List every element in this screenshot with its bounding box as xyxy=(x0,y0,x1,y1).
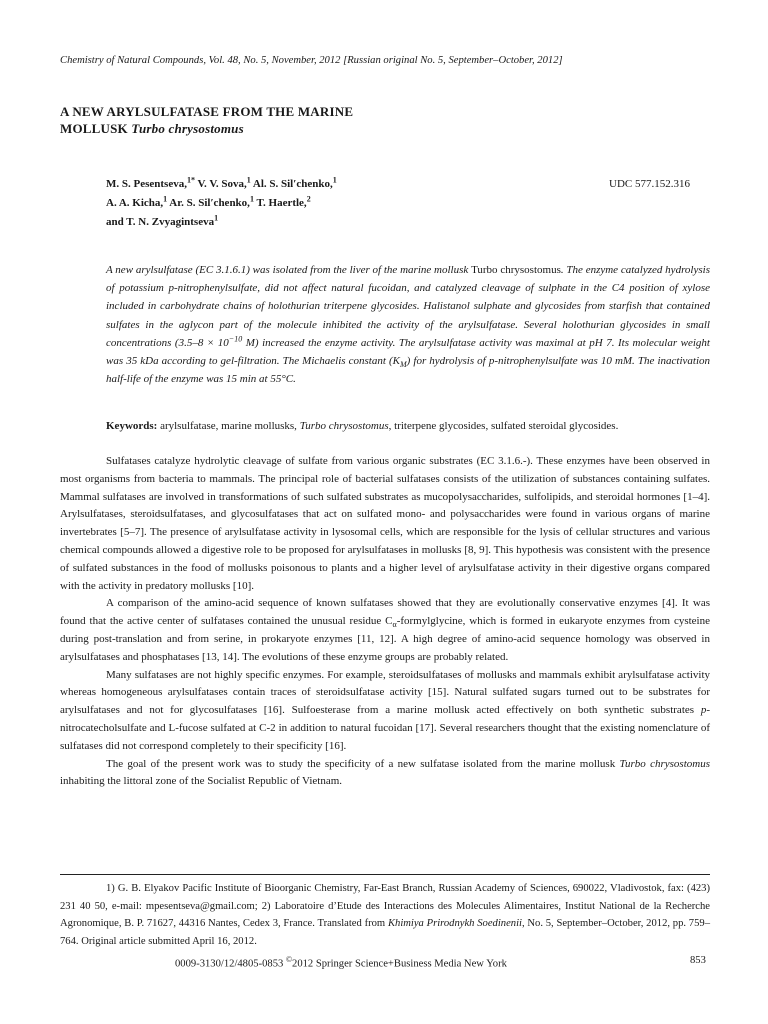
publisher: 2012 Springer Science+Business Media New York xyxy=(292,958,507,970)
body-paragraph-1: Sulfatases catalyze hydrolytic cleavage of sulfate from various organic substrates (EC 3.1.6.-). These enzymes have been observed in most organisms from bacteria to mammals. The principal role of bacterial sulfatases consists of the utilization of substances containing sulfates. Mammal sulfatases are involved in transformations of such sulfated substrates as mucopolysaccharides, sulfolipids, and steroidal hormones [1–4]. Arylsulfatases, steroidsulfatases, and glycosulfatases that act on sulfated mono- and polysaccharides were found in various organs of marine invertebrates [5–7]. The presence of arylsulfatase activity in lysosomal cells, which are responsible for the lysis of cellular structures and various chemical compounds allowed a digestive role to be proposed for arylsulfatases in mollusks [8, 9]. This hypothesis was consistent with the presence of sulfated substances in the food of mollusks poisonous to plants and a higher level of arylsulfatase activity in their digestive organs compared with the activity in predatory mollusks [10]. xyxy=(60,455,710,592)
author-4-affiliation: 1 xyxy=(163,194,168,204)
body-paragraph-4-part-2: inhabiting the littoral zone of the Socialist Republic of Vietnam. xyxy=(60,775,343,788)
udc-code: UDC 577.152.316 xyxy=(609,178,690,190)
author-4: A. A. Kicha, xyxy=(106,197,164,209)
page-number: 853 xyxy=(690,955,706,966)
title-line-2-prefix: MOLLUSK xyxy=(60,121,132,136)
abstract-km-subscript: M xyxy=(399,360,407,370)
title-line-1: A NEW ARYLSULFATASE FROM THE MARINE xyxy=(60,104,354,119)
title-species: Turbo chrysostomus xyxy=(131,121,244,136)
body-text xyxy=(60,453,710,791)
body-paragraph-2-part-1: A comparison of the amino-acid sequence of known sulfatases showed that they are evolutionally conservative enzymes [4]. It was found that the active center of sulfatases contained the unusual residue C xyxy=(60,597,710,628)
body-species: Turbo chrysostomus xyxy=(619,757,710,770)
body-paragraph-3-part-2: -nitrocatecholsulfate and L-fucose sulfated at C-2 in addition to natural fucoidan [17]. Several researchers thought that the existing nomenclature of sulfatases did not correspond completely to their specificity [16]. xyxy=(60,704,710,752)
keywords-part-1: arylsulfatase, marine mollusks, xyxy=(157,420,300,432)
author-7-affiliation: 1 xyxy=(214,213,219,223)
body-paragraph-2 xyxy=(60,595,710,666)
article-title xyxy=(60,103,460,137)
author-6-affiliation: 2 xyxy=(306,194,311,204)
author-3-affiliation: 1 xyxy=(332,175,337,185)
author-list xyxy=(106,175,526,232)
body-paragraph-3-part-1: Many sulfatases are not highly specific enzymes. For example, steroidsulfatases of mollusks and mammals exhibit arylsulfatase activity whereas homogeneous arylsulfatases contain traces of steroidsulfatase activity [15]. Natural sulfated sugars turned out to be substrates for arylsulfatases and not for glycosulfatases [16]. Sulfoesterase from a marine mollusk acted effectively on both synthetic substrates xyxy=(60,668,710,717)
para-prefix: p xyxy=(700,704,707,717)
abstract-part-3: M) increased the enzyme activity. The arylsulfatase activity was maximal at pH 7. Its molecular weight was 35 kDa according to gel-filtration. The Michaelis constant (K xyxy=(106,336,710,368)
abstract-part-4: ) for hydrolysis of p-nitrophenylsulfate was 10 mM. The inactivation half-life of the enzyme was 15 min at 55°C. xyxy=(106,355,711,386)
footnote-source-journal: Khimiya Prirodnykh Soedinenii xyxy=(387,918,522,930)
footnote-divider xyxy=(60,874,710,875)
abstract xyxy=(106,261,710,388)
alpha-subscript: α xyxy=(392,620,397,630)
body-paragraph-4-part-1: The goal of the present work was to study the specificity of a new sulfatase isolated from the marine mollusk xyxy=(106,757,620,770)
author-5-affiliation: 1 xyxy=(249,194,254,204)
abstract-species: Turbo chrysostomus xyxy=(471,264,561,276)
author-6: T. Haertle, xyxy=(253,197,307,209)
body-paragraph-2-part-2: -formylglycine, which is formed in eukaryote enzymes from cysteine during post-translation and from serine, in prokaryote enzymes [11, 12]. A high degree of amino-acid sequence homology was observed in arylsulfatases and phosphatases [13, 14]. The evolutions of these enzyme groups are probably related. xyxy=(60,615,710,663)
issn: 0009-3130/12/4805-0853 xyxy=(175,958,286,970)
author-3: Al. S. Sil′chenko, xyxy=(250,178,333,190)
footnote-part-2: , No. 5, September–October, 2012, pp. 759–764. Original article submitted April 16, 2012. xyxy=(60,918,710,947)
keywords-part-2: , triterpene glycosides, sulfated steroidal glycosides. xyxy=(388,420,619,432)
author-5: Ar. S. Sil′chenko, xyxy=(167,197,250,209)
body-paragraph-4 xyxy=(60,756,710,792)
journal-citation: Chemistry of Natural Compounds, Vol. 48, No. 5, November, 2012 [Russian original No. 5, September–October, 2012] xyxy=(60,55,563,66)
author-7: and T. N. Zvyagintseva xyxy=(106,216,215,228)
author-2-affiliation: 1 xyxy=(246,175,251,185)
keywords xyxy=(106,418,726,434)
keywords-label: Keywords: xyxy=(106,420,158,432)
affiliations-footnote xyxy=(60,880,710,950)
author-1: M. S. Pesentseva, xyxy=(106,178,187,190)
copyright-symbol: © xyxy=(285,955,293,964)
footnote-paragraph xyxy=(60,880,710,950)
abstract-exponent: −10 xyxy=(228,334,243,344)
abstract-part-1: A new arylsulfatase (EC 3.1.6.1) was isolated from the liver of the marine mollusk xyxy=(106,264,472,276)
keywords-species: Turbo chrysostomus xyxy=(299,420,389,432)
author-2: V. V. Sova, xyxy=(194,178,247,190)
footnote-part-1: 1) G. B. Elyakov Pacific Institute of Bioorganic Chemistry, Far-East Branch, Russian Academy of Sciences, 690022, Vladivostok, fax: (423) 231 40 50, e-mail: mpesentseva@gmail.com; 2) Laboratoire d’Etude des Interactions des Molecules Alimentaires, Institut National de la Recherche Agronomique, B. P. 71627, 44316 Nantes, Cedex 3, France. Translated from xyxy=(60,883,710,930)
copyright-line xyxy=(175,955,507,970)
author-1-affiliation: 1* xyxy=(186,175,195,185)
body-paragraph-3 xyxy=(60,667,710,756)
abstract-part-2: . The enzyme catalyzed hydrolysis of potassium p-nitrophenylsulfate, did not affect natural fucoidan, and catalyzed cleavage of sulphate in the C4 position of xylose included in carbohydrate chains of holothurian triterpene glycosides. Halistanol sulphate and glycosides from starfish that contained sulfates in the aglycon part of the molecule inhibited the activity of the arylsulfatase. Several holothurian glycosides in small concentrations (3.5–8 × 10 xyxy=(106,264,710,349)
